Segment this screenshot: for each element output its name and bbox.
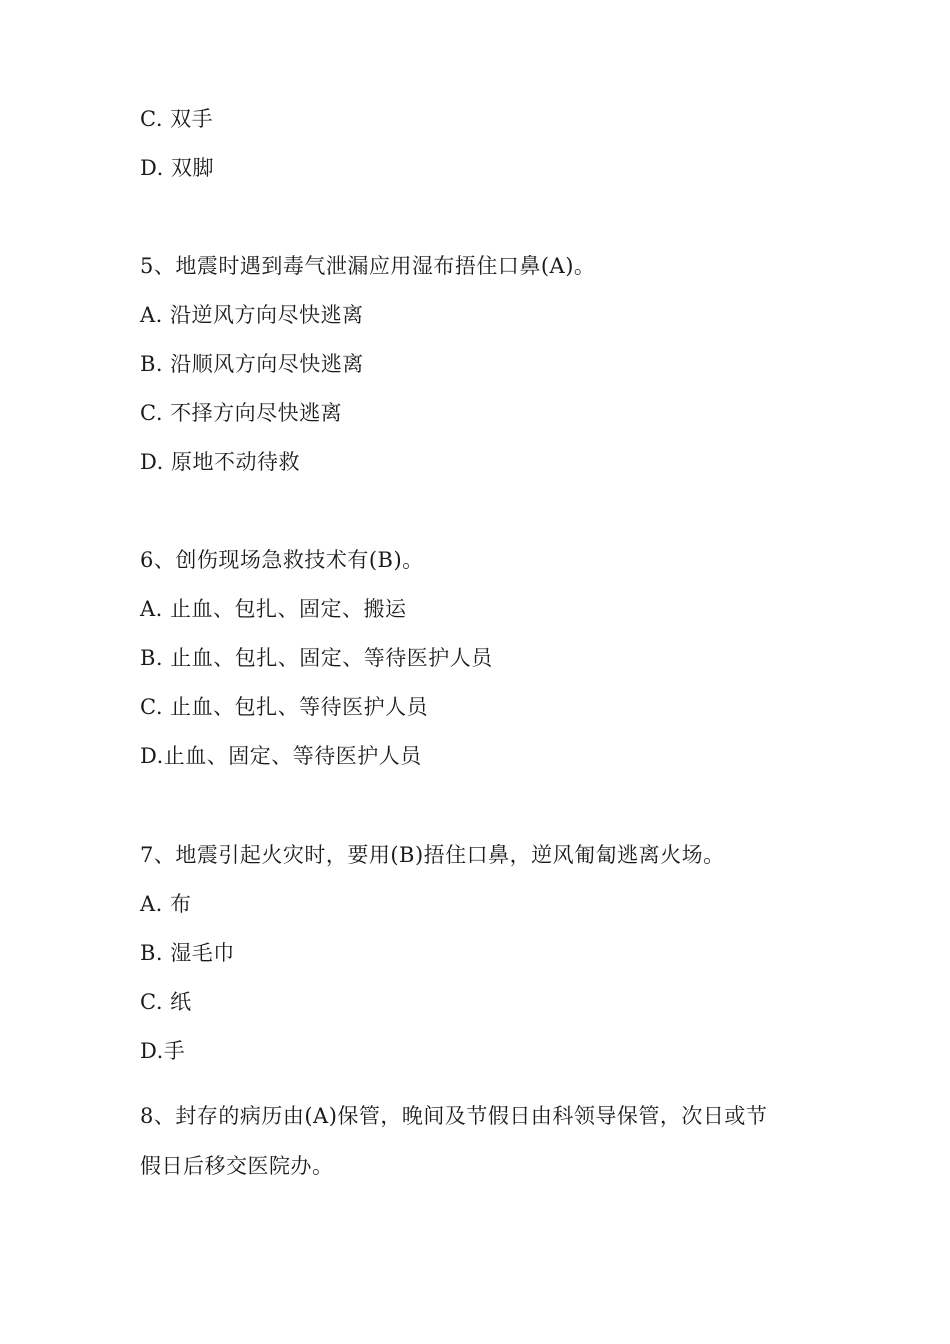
q7-option-c: C. 纸 [140,990,192,1014]
q5-option-a: A. 沿逆风方向尽快逃离 [140,303,364,327]
q5-option-d: D. 原地不动待救 [140,450,300,474]
q7-option-d: D.手 [140,1039,186,1063]
q6-question: 6、创伤现场急救技术有(B)。 [140,548,424,572]
q8-question-line2: 假日后移交医院办。 [140,1154,334,1178]
q4-option-c: C. 双手 [140,107,214,131]
q8-question-line1: 8、封存的病历由(A)保管，晚间及节假日由科领导保管，次日或节 [140,1104,768,1128]
q4-option-d: D. 双脚 [140,156,214,180]
q7-question: 7、地震引起火灾时，要用(B)捂住口鼻，逆风匍匐逃离火场。 [140,843,725,867]
q6-option-d: D.止血、固定、等待医护人员 [140,744,422,768]
q6-option-c: C. 止血、包扎、等待医护人员 [140,695,429,719]
q5-option-b: B. 沿顺风方向尽快逃离 [140,352,364,376]
q7-option-b: B. 湿毛巾 [140,941,235,965]
q5-question: 5、地震时遇到毒气泄漏应用湿布捂住口鼻(A)。 [140,254,596,278]
q6-option-b: B. 止血、包扎、固定、等待医护人员 [140,646,493,670]
q5-option-c: C. 不择方向尽快逃离 [140,401,343,425]
q6-option-a: A. 止血、包扎、固定、搬运 [140,597,407,621]
q7-option-a: A. 布 [140,892,192,916]
